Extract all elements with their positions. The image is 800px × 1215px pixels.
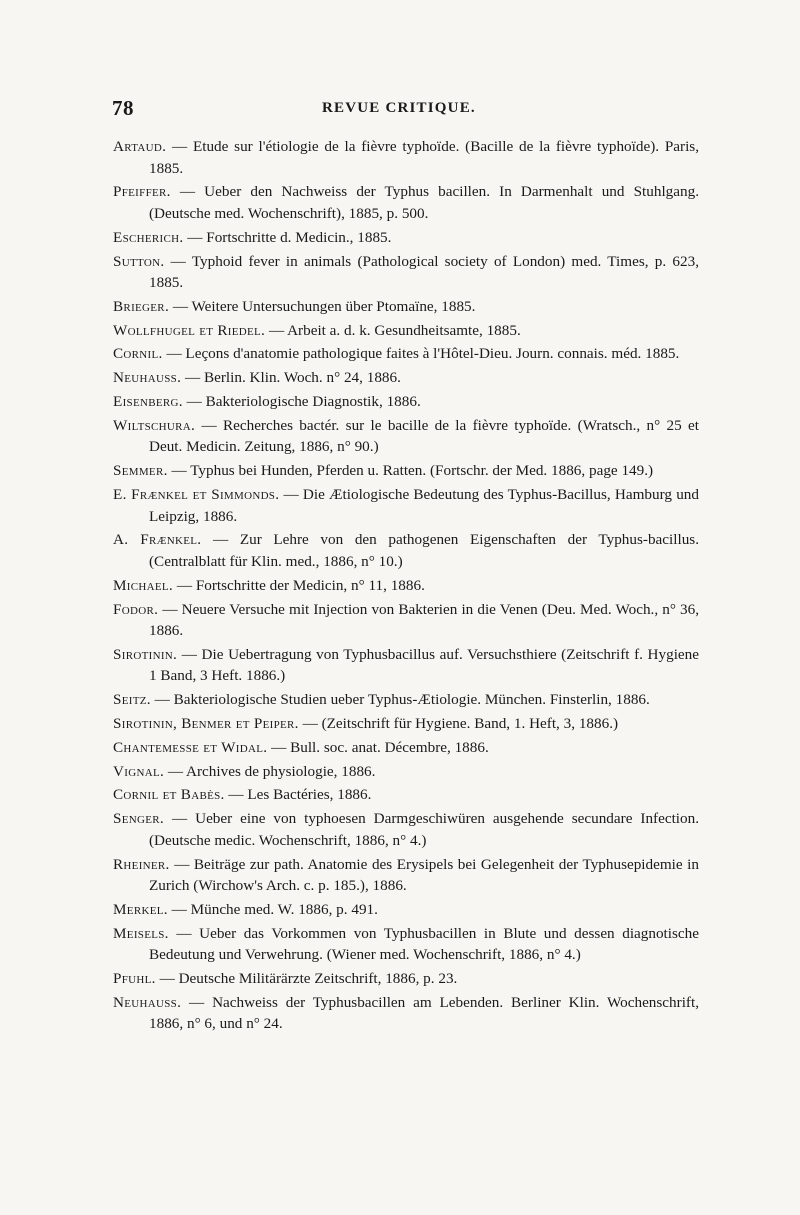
bibliography-entry — [113, 854, 699, 897]
entry-author: Cornil et Babès. — [113, 786, 225, 804]
bibliography-entry — [113, 320, 699, 342]
entry-author: Semmer. — [113, 462, 168, 480]
entry-text: — Beiträge zur path. Anatomie des Erysipels bei Gelegenheit der Typhusepidemie in Zurich (Wirchow's Arch. c. p. 185.), 1886. — [149, 855, 699, 895]
bibliography-entry — [113, 689, 699, 711]
entry-author: Seitz. — [113, 691, 151, 709]
entry-text: — Bakteriologische Studien ueber Typhus-Ætiologie. München. Finsterlin, 1886. — [150, 691, 650, 709]
entry-text: — Weitere Untersuchungen über Ptomaïne, 1885. — [169, 297, 476, 315]
bibliography-entry — [113, 136, 699, 179]
entry-text: — Typhus bei Hunden, Pferden u. Ratten. (Fortschr. der Med. 1886, page 149.) — [167, 462, 654, 480]
entry-text: — Fortschritte der Medicin, n° 11, 1886. — [173, 576, 425, 594]
entry-text: — Ueber eine von typhoesen Darmgeschiwüren ausgehende secundare Infection. (Deutsche medic. Wochenschrift, 1886, n° 4.) — [149, 810, 699, 849]
entry-text: — Etude sur l'étiologie de la fièvre typhoïde. (Bacille de la fièvre typhoïde). Paris, 1885. — [149, 138, 699, 177]
entry-text: — Fortschritte d. Medicin., 1885. — [183, 228, 392, 246]
entry-author: Sutton. — [113, 252, 165, 270]
entry-text: — Die Uebertragung von Typhusbacillus auf. Versuchsthiere (Zeitschrift f. Hygiene 1 Band, 3 Heft. 1886.) — [149, 645, 699, 685]
bibliography-entry — [113, 227, 699, 249]
entry-text: — Leçons d'anatomie pathologique faites à l'Hôtel-Dieu. Journ. connais. méd. 1885. — [162, 345, 680, 363]
entry-text: — Neuere Versuche mit Injection von Bakterien in die Venen (Deu. Med. Woch., n° 36, 1886. — [149, 600, 699, 640]
bibliography-entry — [113, 968, 699, 990]
bibliography-entry — [113, 460, 699, 482]
bibliography-entry — [113, 415, 699, 458]
bibliography-entry — [113, 713, 699, 735]
entry-text: — Nachweiss der Typhusbacillen am Lebenden. Berliner Klin. Wochenschrift, 1886, n° 6, und n° 24. — [149, 993, 699, 1033]
entry-author: Fodor. — [113, 600, 159, 618]
entry-author: Pfuhl. — [113, 970, 156, 988]
bibliography-entry — [113, 808, 699, 851]
entry-author: Wiltschura. — [113, 416, 196, 434]
entry-author: Pfeiffer. — [113, 183, 171, 201]
bibliography-entry — [113, 599, 699, 642]
entry-text: — Zur Lehre von den pathogenen Eigenschaften der Typhus-bacillus. (Centralblatt für Klin. med., 1886, n° 10.) — [149, 531, 699, 570]
entry-author: Escherich. — [113, 228, 184, 246]
entry-author: Cornil. — [113, 345, 163, 363]
entry-text: — Ueber den Nachweiss der Typhus bacillen. In Darmenhalt und Stuhlgang. (Deutsche med. Wochenschrift), 1885, p. 500. — [149, 183, 699, 222]
entry-author: A. Frænkel. — [113, 531, 202, 549]
bibliography-entry — [113, 644, 699, 687]
bibliography-entry — [113, 391, 699, 413]
entry-text: — Ueber das Vorkommen von Typhusbacillen in Blute und dessen diagnotische Bedeutung und Verwehrung. (Wiener med. Wochenschrift, 1886, n° 4.) — [149, 924, 699, 964]
page-number: 78 — [112, 96, 134, 120]
running-head: REVUE CRITIQUE. — [322, 100, 476, 116]
entry-text: — Typhoid fever in animals (Pathological society of London) med. Times, p. 623, 1885. — [149, 252, 699, 292]
entry-author: Merkel. — [113, 900, 168, 918]
entry-author: Sirotinin. — [113, 645, 178, 663]
entry-author: Brieger. — [113, 297, 170, 315]
bibliography-entry — [113, 529, 699, 572]
entry-text: — Die Ætiologische Bedeutung des Typhus-Bacillus, Hamburg und Leipzig, 1886. — [149, 485, 699, 525]
entry-text: — Arbeit a. d. k. Gesundheitsamte, 1885. — [265, 321, 521, 339]
bibliography-entry — [113, 992, 699, 1035]
entry-text: — Bakteriologische Diagnostik, 1886. — [182, 393, 421, 411]
entry-author: Wollfhugel et Riedel. — [113, 321, 266, 339]
entry-author: Michael. — [113, 576, 174, 594]
bibliography-entry — [113, 784, 699, 806]
bibliography-list — [113, 136, 699, 1037]
bibliography-entry — [113, 251, 699, 294]
entry-author: Artaud. — [113, 138, 167, 155]
bibliography-entry — [113, 484, 699, 527]
bibliography-entry — [113, 737, 699, 759]
entry-author: E. Frænkel et Simmonds. — [113, 485, 280, 503]
entry-text: — (Zeitschrift für Hygiene. Band, 1. Heft, 3, 1886.) — [298, 715, 619, 733]
entry-author: Neuhauss. — [113, 993, 182, 1011]
entry-text: — Les Bactéries, 1886. — [224, 786, 372, 804]
entry-author: Chantemesse et Widal. — [113, 738, 268, 756]
entry-text: — Berlin. Klin. Woch. n° 24, 1886. — [181, 369, 401, 387]
entry-text: — Bull. soc. anat. Décembre, 1886. — [267, 738, 489, 756]
bibliography-entry — [113, 343, 699, 365]
entry-text: — Recherches bactér. sur le bacille de la fièvre typhoïde. (Wratsch., n° 25 et Deut. Medicin. Zeitung, 1886, n° 90.) — [149, 416, 699, 456]
page-header — [112, 96, 712, 126]
bibliography-entry — [113, 296, 699, 318]
bibliography-entry — [113, 923, 699, 966]
entry-author: Vignal. — [113, 762, 165, 780]
entry-author: Sirotinin, Benmer et Peiper. — [113, 715, 299, 733]
entry-author: Meisels. — [113, 924, 169, 942]
entry-text: — Deutsche Militärärzte Zeitschrift, 1886, p. 23. — [155, 970, 458, 988]
entry-author: Senger. — [113, 810, 165, 828]
entry-text: — Münche med. W. 1886, p. 491. — [167, 900, 378, 918]
bibliography-entry — [113, 575, 699, 597]
bibliography-entry — [113, 181, 699, 224]
bibliography-entry — [113, 899, 699, 921]
entry-author: Neuhauss. — [113, 369, 182, 387]
entry-text: — Archives de physiologie, 1886. — [164, 762, 376, 780]
entry-author: Rheiner. — [113, 855, 170, 873]
entry-author: Eisenberg. — [113, 393, 183, 411]
bibliography-entry — [113, 761, 699, 783]
bibliography-entry — [113, 367, 699, 389]
